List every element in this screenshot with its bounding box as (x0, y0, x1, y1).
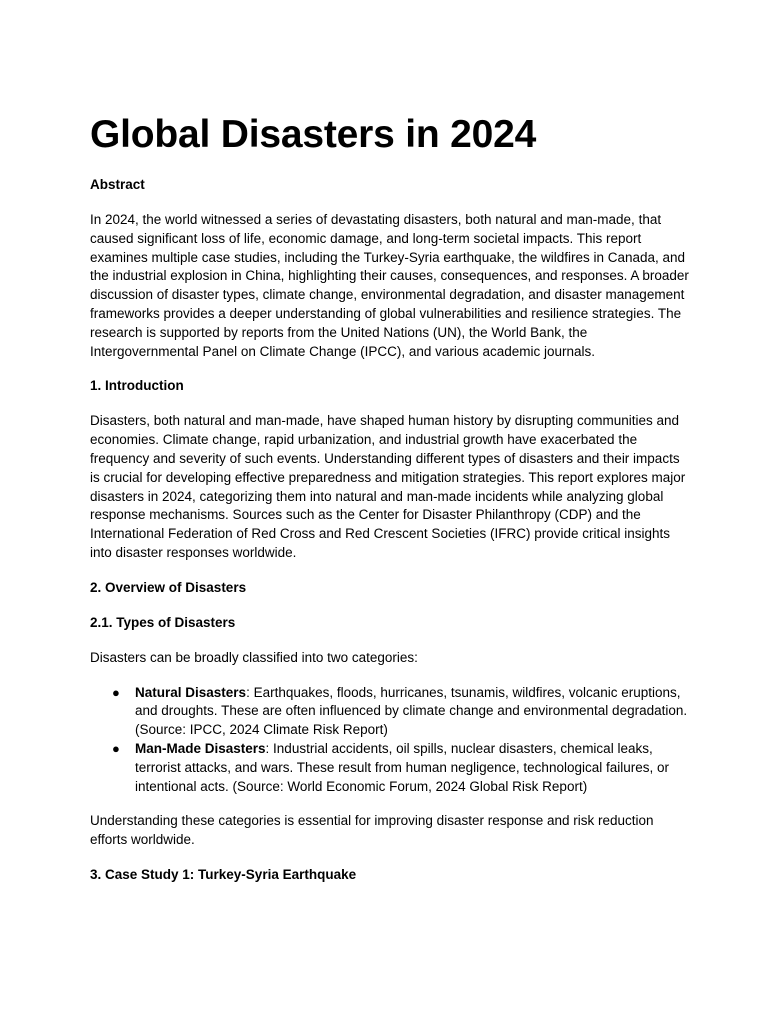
disaster-types-list (90, 684, 690, 797)
bullet-icon: ● (112, 684, 120, 700)
types-intro-paragraph: Disasters can be broadly classified into two categories: (90, 649, 418, 665)
introduction-paragraph: Disasters, both natural and man-made, have shaped human history by disrupting communities and economies. Climate change, rapid urbanization, and industrial growth have exacerbated the frequency and severity of such events. Understanding different types of disasters and their impacts is crucial for developing effective preparedness and mitigation strategies. This report explores major disasters in 2024, categorizing them into natural and man-made incidents while analyzing global response mechanisms. Sources such as the Center for Disaster Philanthropy (CDP) and the International Federation of Red Cross and Red Crescent Societies (IFRC) provide critical insights into disaster responses worldwide. (90, 413, 686, 560)
types-conclusion-paragraph: Understanding these categories is essential for improving disaster response and risk reduction efforts worldwide. (90, 813, 654, 848)
bullet-icon: ● (112, 740, 120, 756)
list-item-term: Natural Disasters (135, 684, 247, 700)
case-study-heading: 3. Case Study 1: Turkey-Syria Earthquake (90, 866, 357, 882)
abstract-heading: Abstract (90, 177, 145, 192)
list-item-text: : Earthquakes, floods, hurricanes, tsunamis, wildfires, volcanic eruptions, and droughts. These are often influenced by climate change and environmental degradation. (Source: IPCC, 2024 Climate Risk Report) (135, 684, 688, 738)
list-item-term: Man-Made Disasters (135, 740, 266, 756)
introduction-heading: 1. Introduction (90, 378, 184, 394)
document-title: Global Disasters in 2024 (90, 113, 537, 156)
list-item (90, 684, 690, 740)
document-page (90, 112, 690, 901)
overview-heading: 2. Overview of Disasters (90, 579, 247, 595)
list-item (90, 740, 690, 796)
abstract-paragraph: In 2024, the world witnessed a series of devastating disasters, both natural and man-made, that caused significant loss of life, economic damage, and long-term societal impacts. This report examines multiple case studies, including the Turkey-Syria earthquake, the wildfires in Canada, and the industrial explosion in China, highlighting their causes, consequences, and responses. A broader discussion of disaster types, climate change, environmental degradation, and disaster management frameworks provides a deeper understanding of global vulnerabilities and resilience strategies. The research is supported by reports from the United Nations (UN), the World Bank, the Intergovernmental Panel on Climate Change (IPCC), and various academic journals. (90, 212, 689, 359)
types-heading: 2.1. Types of Disasters (90, 614, 236, 630)
list-item-text: : Industrial accidents, oil spills, nuclear disasters, chemical leaks, terrorist attacks, and wars. These result from human negligence, technological failures, or intentional acts. (Source: World Economic Forum, 2024 Global Risk Report) (135, 740, 670, 794)
